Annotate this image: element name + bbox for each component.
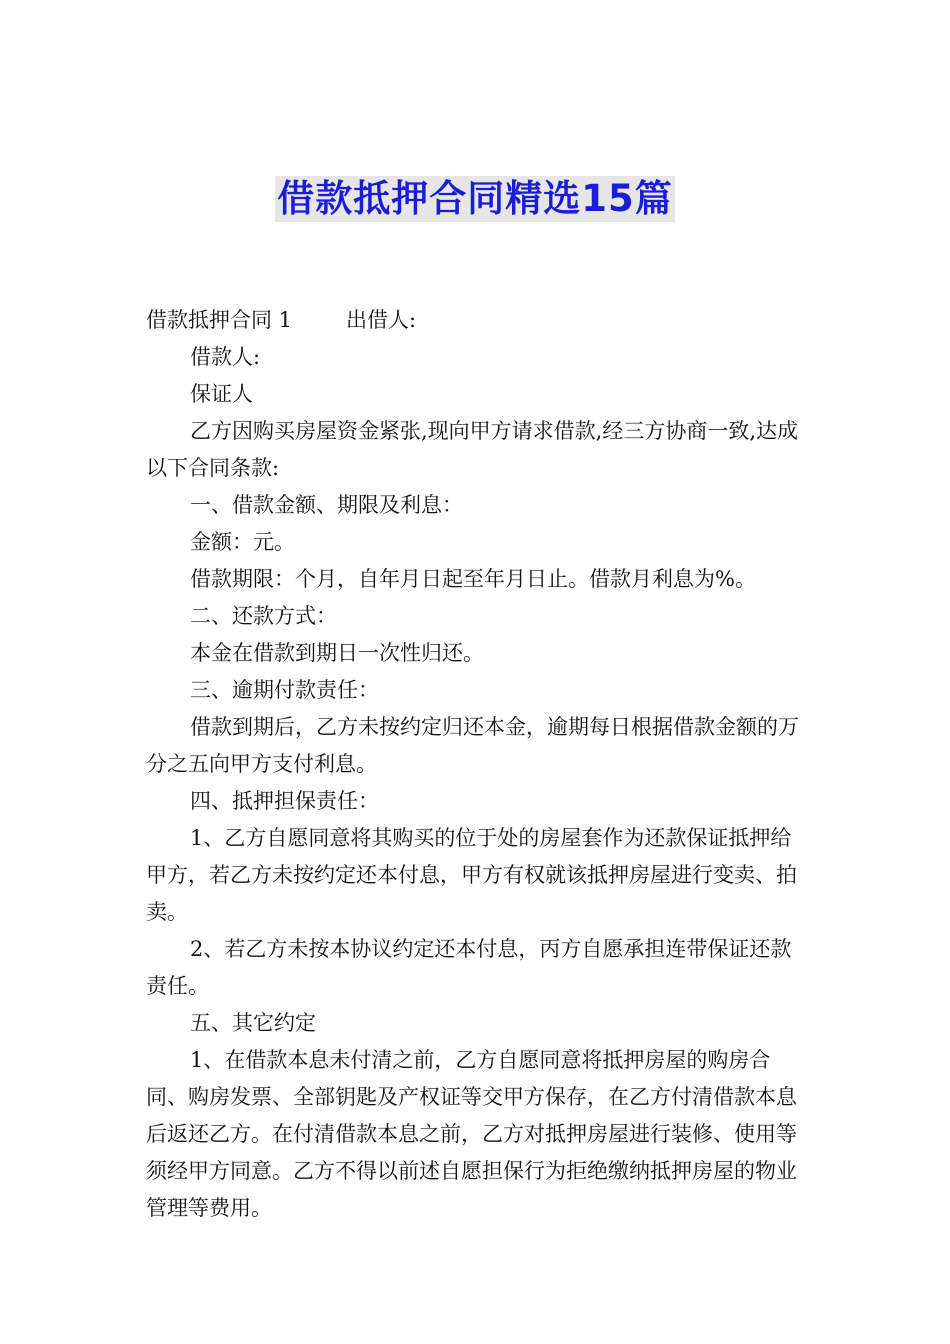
guarantor-line: 保证人: [190, 382, 253, 406]
document-title: 借款抵押合同精选15篇: [277, 177, 673, 220]
document-body: [146, 302, 808, 1227]
section-heading-2: 二、还款方式：: [190, 604, 337, 628]
title-wrap: [0, 176, 950, 222]
section-heading-1: 一、借款金额、期限及利息：: [190, 493, 463, 517]
mortgage-clause-2: 2、若乙方未按本协议约定还本付息，丙方自愿承担连带保证还款责任。: [146, 937, 792, 998]
first-line: [146, 302, 808, 339]
contract-heading: 借款抵押合同 1: [146, 308, 293, 332]
other-clause-1: 1、在借款本息未付清之前，乙方自愿同意将抵押房屋的购房合同、购房发票、全部钥匙及产权证等交甲方保存，在乙方付清借款本息后返还乙方。在付清借款本息之前，乙方对抵押房屋进行装修、使用等须经甲方同意。乙方不得以前述自愿担保行为拒绝缴纳抵押房屋的物业管理等费用。: [146, 1048, 797, 1220]
borrower-line: 借款人:: [190, 345, 261, 369]
overdue-paragraph: 借款到期后，乙方未按约定归还本金，逾期每日根据借款金额的万分之五向甲方支付利息。: [146, 715, 799, 776]
lender-label: 出借人:: [346, 308, 417, 332]
section-heading-3: 三、逾期付款责任：: [190, 678, 379, 702]
term-line: 借款期限：个月，自年月日起至年月日止。借款月利息为%。: [190, 567, 756, 591]
intro-paragraph: 乙方因购买房屋资金紧张,现向甲方请求借款,经三方协商一致,达成以下合同条款:: [146, 419, 799, 480]
mortgage-clause-1: 1、乙方自愿同意将其购买的位于处的房屋套作为还款保证抵押给甲方，若乙方未按约定还本付息，甲方有权就该抵押房屋进行变卖、拍卖。: [146, 826, 797, 924]
repayment-line: 本金在借款到期日一次性归还。: [190, 641, 484, 665]
section-heading-4: 四、抵押担保责任：: [190, 789, 379, 813]
amount-line: 金额：元。: [190, 530, 295, 554]
section-heading-5: 五、其它约定: [190, 1011, 316, 1035]
